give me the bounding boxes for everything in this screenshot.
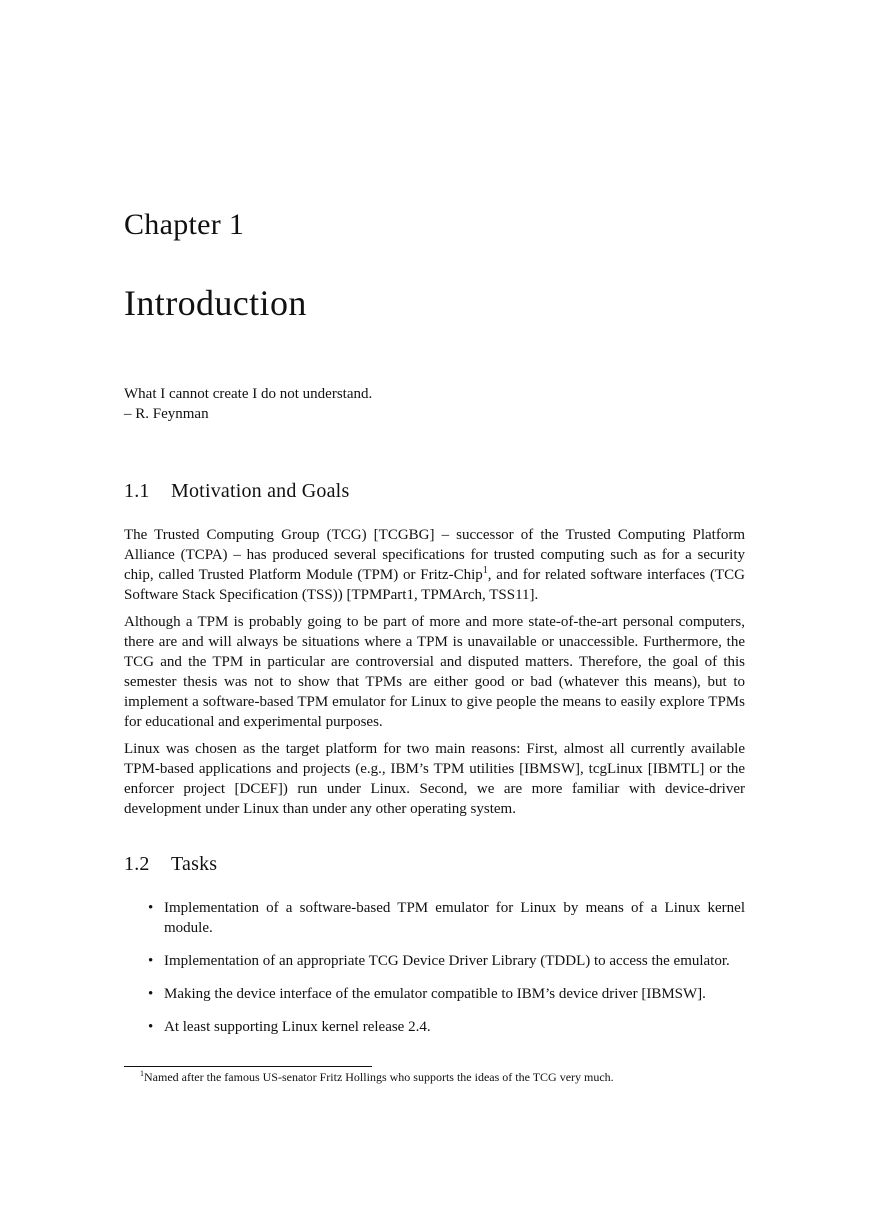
list-item (124, 898, 745, 938)
list-item (124, 1017, 745, 1037)
chapter-title: Introduction (124, 283, 307, 323)
bullet-icon: • (148, 1019, 154, 1035)
epigraph-quote: What I cannot create I do not understand. (124, 386, 373, 402)
tasks-list (124, 898, 745, 1050)
section-title: Motivation and Goals (171, 480, 350, 502)
paragraph: Although a TPM is probably going to be part of more and more state-of-the-art personal computers, there are and will always be situations where a TPM is unavailable or unaccessible. Furthermore, the TCG and the TPM in particular are controversial and disputed matters. Therefore, the goal of this semester thesis was not to show that TPMs are either good or bad (whatever this means), but to implement a software-based TPM emulator for Linux to give people the means to easily explore TPMs for educational and experimental purposes. (124, 614, 745, 730)
section-number: 1.1 (124, 480, 150, 502)
chapter-label: Chapter 1 (124, 208, 245, 241)
footnote-divider (124, 1066, 372, 1067)
list-item-text: Making the device interface of the emulator compatible to IBM’s device driver [IBMSW]. (164, 986, 706, 1002)
bullet-icon: • (148, 986, 154, 1002)
section-heading-motivation (124, 478, 349, 504)
list-item-text: At least supporting Linux kernel release 2.4. (164, 1019, 431, 1035)
epigraph-author: – R. Feynman (124, 406, 209, 422)
bullet-icon: • (148, 900, 154, 916)
list-item-text: Implementation of an appropriate TCG Device Driver Library (TDDL) to access the emulator. (164, 953, 730, 969)
paragraph-text: The Trusted Computing Group (TCG) [TCGBG] – successor of the Trusted Computing Platform Alliance (TCPA) – has produced several specifications for trusted computing such as for a security chip, called Trusted Platform Module (TPM) or Fritz-Chip (124, 527, 745, 583)
paragraph: Linux was chosen as the target platform for two main reasons: First, almost all currently available TPM-based applications and projects (e.g., IBM’s TPM utilities [IBMSW], tcgLinux [IBMTL] or the enforcer project [DCEF]) run under Linux. Second, we are more familiar with device-driver development under Linux than under any other operating system. (124, 741, 745, 817)
bullet-icon: • (148, 953, 154, 969)
list-item (124, 984, 745, 1004)
section-title: Tasks (171, 853, 218, 875)
list-item-text: Implementation of a software-based TPM emulator for Linux by means of a Linux kernel module. (164, 900, 745, 936)
footnote-marker[interactable]: 1 (482, 565, 488, 576)
paragraph (124, 525, 745, 605)
list-item (124, 951, 745, 971)
footnote (140, 1069, 614, 1085)
paragraph-text: , and for related software interfaces (TCG Software Stack Specification (TSS)) [TPMPart1, TPMArch, TSS11]. (124, 567, 745, 603)
epigraph (124, 384, 372, 424)
section-heading-tasks (124, 851, 217, 877)
footnote-number: 1 (140, 1069, 144, 1078)
motivation-body (124, 525, 745, 826)
section-number: 1.2 (124, 853, 150, 875)
footnote-text: Named after the famous US-senator Fritz Hollings who supports the ideas of the TCG very much. (144, 1070, 614, 1084)
